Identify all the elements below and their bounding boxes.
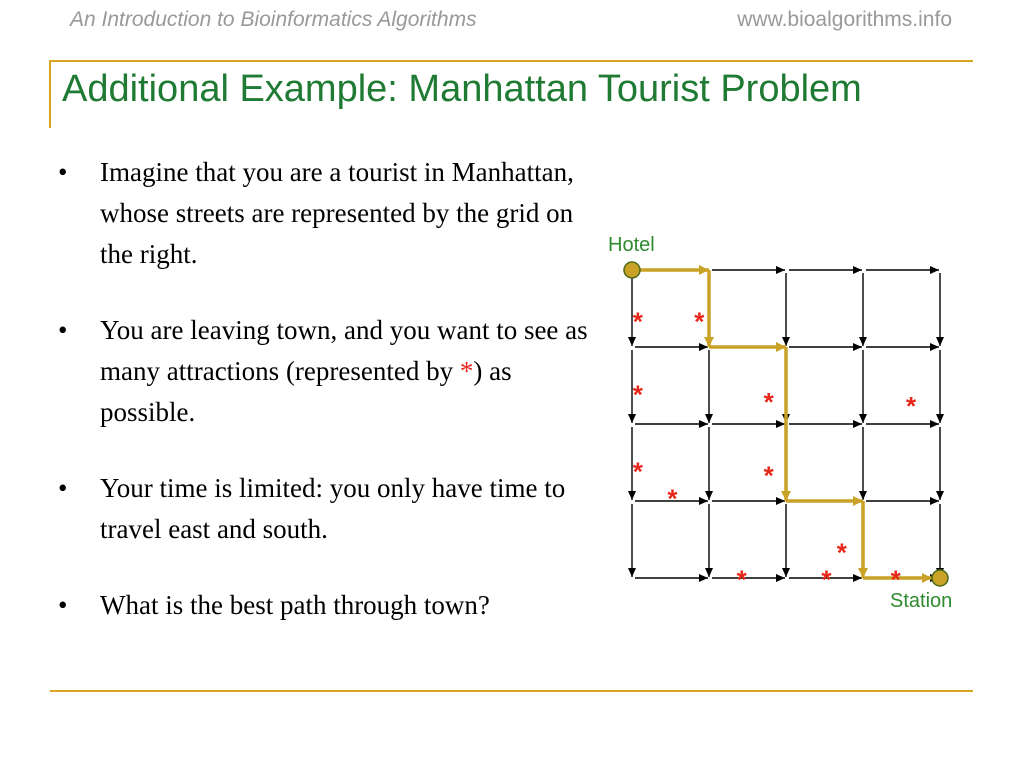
website-url: www.bioalgorithms.info bbox=[737, 8, 952, 31]
attractions bbox=[633, 306, 917, 594]
bullet-text-pre: You are leaving town, and you want to see as many attractions (represented by bbox=[100, 315, 588, 386]
title-side-rule bbox=[49, 60, 51, 128]
attraction-star: * bbox=[836, 537, 847, 568]
bullet-text: Imagine that you are a tourist in Manhattan, whose streets are represented by the grid on the right. bbox=[100, 157, 574, 269]
attraction-star: * bbox=[632, 379, 643, 410]
attraction-star: * bbox=[763, 460, 774, 491]
bullet-item bbox=[58, 585, 603, 626]
manhattan-grid-diagram bbox=[590, 225, 990, 625]
bullet-marker: • bbox=[58, 157, 68, 187]
attraction-star-inline: * bbox=[459, 356, 474, 386]
course-title: An Introduction to Bioinformatics Algorithms bbox=[70, 8, 477, 31]
attraction-star: * bbox=[890, 564, 901, 595]
attraction-star: * bbox=[667, 483, 678, 514]
slide-title: Additional Example: Manhattan Tourist Problem bbox=[62, 68, 862, 110]
bottom-rule bbox=[50, 690, 973, 692]
station-node bbox=[932, 570, 948, 586]
bullet-text: Your time is limited: you only have time to travel east and south. bbox=[100, 473, 566, 544]
hotel-label: Hotel bbox=[608, 234, 655, 256]
bullet-marker: • bbox=[58, 590, 68, 620]
bullet-text-post: ) as possible. bbox=[100, 356, 512, 427]
bullet-marker: • bbox=[58, 315, 68, 345]
attraction-star: * bbox=[632, 306, 643, 337]
title-top-rule bbox=[50, 60, 973, 62]
attraction-star: * bbox=[821, 564, 832, 595]
attraction-star: * bbox=[632, 456, 643, 487]
bullet-marker: • bbox=[58, 473, 68, 503]
bullet-item bbox=[58, 152, 603, 275]
attraction-star: * bbox=[763, 387, 774, 418]
attraction-star: * bbox=[736, 564, 747, 595]
station-label: Station bbox=[890, 590, 953, 612]
bullet-item bbox=[58, 310, 603, 433]
attraction-star: * bbox=[906, 391, 917, 422]
bullet-item bbox=[58, 468, 603, 550]
hotel-node bbox=[624, 262, 640, 278]
bullet-text: What is the best path through town? bbox=[100, 590, 490, 620]
bullet-list bbox=[58, 152, 603, 661]
attraction-star: * bbox=[694, 306, 705, 337]
